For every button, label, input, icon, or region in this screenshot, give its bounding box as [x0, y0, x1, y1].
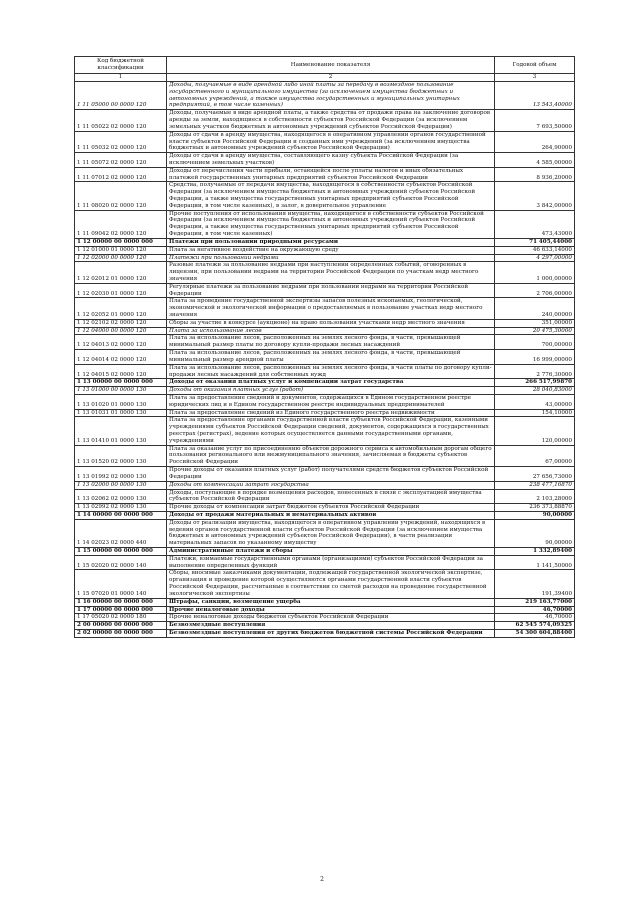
row-name: Плата за оказание услуг по присоединению объектов дорожного сервиса к автомобильным дорогам общего пользования регионального или межмуниципального значения, зачисляемая в бюджеты субъектов Российской Федерации [167, 445, 495, 466]
row-code: 1 14 00000 00 0000 000 [75, 511, 167, 519]
row-amount: 700,00000 [495, 335, 575, 350]
row-amount: 27 656,73000 [495, 467, 575, 482]
row-name: Прочие неналоговые доходы [167, 606, 495, 614]
row-code: 1 12 04015 02 0000 120 [75, 364, 167, 379]
row-name: Прочие неналоговые доходы бюджетов субъектов Российской Федерации [167, 614, 495, 622]
row-amount: 8 936,20000 [495, 167, 575, 182]
table-row [75, 254, 575, 262]
row-code: 1 12 01000 01 0000 120 [75, 246, 167, 254]
row-code: 1 11 05072 02 0000 120 [75, 153, 167, 168]
table-row [75, 481, 575, 489]
row-amount: 351,00000 [495, 319, 575, 327]
table-row [75, 210, 575, 238]
table-row [75, 409, 575, 417]
row-code: 1 13 00000 00 0000 000 [75, 379, 167, 387]
row-code: 2 02 00000 00 0000 000 [75, 629, 167, 637]
table-row [75, 570, 575, 598]
table-row [75, 445, 575, 466]
row-name: Прочие доходы от оказания платных услуг (работ) получателями средств бюджетов субъектов Российской Федерации [167, 467, 495, 482]
table-row [75, 350, 575, 365]
budget-revenue-table [74, 56, 575, 638]
row-amount: 266 517,99870 [495, 379, 575, 387]
row-amount: 46 633,14000 [495, 246, 575, 254]
row-name: Платежи при пользовании недрами [167, 254, 495, 262]
row-name: Платежи, взимаемые государственными органами (организациями) субъектов Российской Федерации за выполнение определенных функций [167, 555, 495, 570]
row-name: Доходы от сдачи в аренду имущества, составляющего казну субъекта Российской Федерации (за исключением земельных участков) [167, 153, 495, 168]
row-name: Прочие доходы от компенсации затрат бюджетов субъектов Российской Федерации [167, 504, 495, 512]
row-name: Доходы от оказания платных услуг и компенсации затрат государства [167, 379, 495, 387]
row-name: Плата за использование лесов, расположенных на землях лесного фонда, в части, превышающей минимальный размер платы по договору купли-продажи лесных насаждений [167, 335, 495, 350]
row-amount: 43,00000 [495, 394, 575, 409]
row-amount: 71 405,44000 [495, 238, 575, 246]
table-row [75, 394, 575, 409]
row-name: Доходы от реализации имущества, находящегося в оперативном управлении учреждений, находящихся в ведении органов государственной власти субъектов Российской Федерации (за исключением имущества бюджетных и автономных учреждений субъектов Российской Федерации), в части реализации материальных запасов по указанному имуществу [167, 519, 495, 547]
page-number: 2 [320, 876, 324, 883]
row-amount: 473,43000 [495, 210, 575, 238]
row-amount: 13 543,40000 [495, 82, 575, 110]
row-code: 1 14 02023 02 0000 440 [75, 519, 167, 547]
row-code: 1 12 02052 01 0000 120 [75, 298, 167, 319]
table-row [75, 364, 575, 379]
row-code: 1 13 01020 01 0000 130 [75, 394, 167, 409]
row-code: 1 11 08020 02 0000 120 [75, 182, 167, 210]
row-amount: 28 040,83000 [495, 387, 575, 395]
row-code: 1 12 04013 02 0000 120 [75, 335, 167, 350]
row-amount: 4 585,00000 [495, 153, 575, 168]
row-amount: 16 999,00000 [495, 350, 575, 365]
row-name: Прочие поступления от использования имущества, находящегося в собственности субъектов Российской Федерации (за исключением имущества бюджетных и автономных учреждений субъектов Российской Федерации, а также имущества государственных унитарных предприятий субъектов Российской Федерации, в том числе казенных) [167, 210, 495, 238]
row-amount: 236 373,88870 [495, 504, 575, 512]
row-amount: 67,00000 [495, 445, 575, 466]
row-amount: 240,00000 [495, 298, 575, 319]
row-code: 1 12 02102 02 0000 120 [75, 319, 167, 327]
row-amount: 46,70000 [495, 614, 575, 622]
row-code: 1 11 05000 00 0000 120 [75, 82, 167, 110]
row-name: Доходы от оказания платных услуг (работ) [167, 387, 495, 395]
row-amount: 3 842,00000 [495, 182, 575, 210]
colnum-2: 2 [167, 74, 495, 82]
row-name: Платежи при пользовании природными ресурсами [167, 238, 495, 246]
table-row [75, 167, 575, 182]
header-name: Наименование показателя [167, 57, 495, 74]
row-name: Доходы от компенсации затрат государства [167, 481, 495, 489]
row-code: 1 12 02000 00 0000 120 [75, 254, 167, 262]
row-code: 2 00 00000 00 0000 000 [75, 622, 167, 630]
row-name: Плата за использование лесов, расположенных на землях лесного фонда, в части, превышающей минимальный размер арендной платы [167, 350, 495, 365]
row-code: 1 15 02020 02 0000 140 [75, 555, 167, 570]
header-code: Код бюджетной классификации [75, 57, 167, 74]
row-amount: 1 332,89400 [495, 548, 575, 556]
row-amount: 191,39400 [495, 570, 575, 598]
header-amount: Годовой объем [495, 57, 575, 74]
row-name: Плата за использование лесов [167, 327, 495, 335]
row-amount: 154,10000 [495, 409, 575, 417]
table-row [75, 238, 575, 246]
table-row [75, 246, 575, 254]
row-amount: 219 163,77000 [495, 598, 575, 606]
table-row [75, 622, 575, 630]
table-row [75, 153, 575, 168]
table-row [75, 555, 575, 570]
row-amount: 2 706,00000 [495, 283, 575, 298]
row-amount: 54 300 604,88400 [495, 629, 575, 637]
row-name: Доходы от перечисления части прибыли, остающейся после уплаты налогов и иных обязательных платежей государственных унитарных предприятий субъектов Российской Федерации [167, 167, 495, 182]
colnum-3: 3 [495, 74, 575, 82]
row-amount: 1 141,50000 [495, 555, 575, 570]
table-row [75, 283, 575, 298]
row-code: 1 13 01410 01 0000 130 [75, 417, 167, 445]
table-row [75, 504, 575, 512]
row-code: 1 12 04000 00 0000 120 [75, 327, 167, 335]
row-name: Доходы от продажи материальных и нематериальных активов [167, 511, 495, 519]
table-row [75, 417, 575, 445]
row-code: 1 13 02000 00 0000 130 [75, 481, 167, 489]
table-header-row [75, 57, 575, 74]
row-amount: 62 545 574,09325 [495, 622, 575, 630]
row-code: 1 11 05032 02 0000 120 [75, 131, 167, 152]
row-name: Доходы, поступающие в порядке возмещения расходов, понесенных в связи с эксплуатацией имущества субъектов Российской Федерации [167, 489, 495, 504]
table-row [75, 182, 575, 210]
row-amount: 2 776,30000 [495, 364, 575, 379]
table-row [75, 131, 575, 152]
row-amount: 120,00000 [495, 417, 575, 445]
table-row [75, 489, 575, 504]
row-amount: 2 103,28000 [495, 489, 575, 504]
row-name: Плата за проведение государственной экспертизы запасов полезных ископаемых, геологической, экономической и экологической информации о предоставляемых в пользование участках недр местного значения [167, 298, 495, 319]
row-name: Средства, получаемые от передачи имущества, находящегося в собственности субъектов Российской Федерации (за исключением имущества бюджетных и автономных учреждений субъектов Российской Федерации, а также имущества государственных унитарных предприятий субъектов Российской Федерации, в том числе казенных), в залог, в доверительное управление [167, 182, 495, 210]
row-code: 1 13 01520 02 0000 130 [75, 445, 167, 466]
row-code: 1 17 05020 02 0000 180 [75, 614, 167, 622]
row-code: 1 12 02030 01 0000 120 [75, 283, 167, 298]
table-row [75, 511, 575, 519]
table-row [75, 82, 575, 110]
table-row [75, 614, 575, 622]
row-code: 1 11 05022 02 0000 120 [75, 110, 167, 131]
row-code: 1 17 00000 00 0000 000 [75, 606, 167, 614]
table-row [75, 519, 575, 547]
row-code: 1 11 07012 02 0000 120 [75, 167, 167, 182]
row-name: Доходы, получаемые в виде арендной либо иной платы за передачу в возмездное пользование государственного и муниципального имущества (за исключением имущества бюджетных и автономных учреждений, а также имущества государственных и муниципальных унитарных предприятий, в том числе казенных) [167, 82, 495, 110]
table-row [75, 629, 575, 637]
row-amount: 7 693,50000 [495, 110, 575, 131]
row-amount: 238 477,16870 [495, 481, 575, 489]
row-amount: 90,00000 [495, 519, 575, 547]
row-code: 1 15 07020 01 0000 140 [75, 570, 167, 598]
row-code: 1 13 02992 02 0000 130 [75, 504, 167, 512]
colnum-1: 1 [75, 74, 167, 82]
table-row [75, 335, 575, 350]
row-amount: 264,90000 [495, 131, 575, 152]
row-name: Доходы, получаемые в виде арендной платы, а также средства от продажи права на заключение договоров аренды за земли, находящиеся в собственности субъектов Российской Федерации (за исключением земельных участков бюджетных и автономных учреждений субъектов Российской Федерации) [167, 110, 495, 131]
table-row [75, 598, 575, 606]
row-code: 1 13 02062 02 0000 130 [75, 489, 167, 504]
table-row [75, 262, 575, 283]
table-row [75, 548, 575, 556]
table-row [75, 606, 575, 614]
row-code: 1 13 01992 02 0000 130 [75, 467, 167, 482]
row-code: 1 13 01031 01 0000 130 [75, 409, 167, 417]
row-name: Административные платежи и сборы [167, 548, 495, 556]
row-code: 1 12 02012 01 0000 120 [75, 262, 167, 283]
row-name: Сборы, вносимые заказчиками документации, подлежащей государственной экологической экспертизе, организация и проведение которой осуществляются органами государственной власти субъектов Российской Федерации, рассчитанные в соответствии со сметой расходов на проведение государственной экологической экспертизы [167, 570, 495, 598]
row-code: 1 15 00000 00 0000 000 [75, 548, 167, 556]
row-name: Плата за предоставление сведений из Единого государственного реестра недвижимости [167, 409, 495, 417]
row-code: 1 13 01000 00 0000 130 [75, 387, 167, 395]
row-name: Доходы от сдачи в аренду имущества, находящегося в оперативном управлении органов государственной власти субъектов Российской Федерации и созданных ими учреждений (за исключением имущества бюджетных и автономных учреждений субъектов Российской Федерации) [167, 131, 495, 152]
row-code: 1 11 09042 02 0000 120 [75, 210, 167, 238]
table-row [75, 110, 575, 131]
row-code: 1 12 00000 00 0000 000 [75, 238, 167, 246]
row-name: Безвозмездные поступления от других бюджетов бюджетной системы Российской Федерации [167, 629, 495, 637]
row-name: Разовые платежи за пользование недрами при наступлении определенных событий, оговоренных в лицензии, при пользовании недрами на территории Российской Федерации по участкам недр местного значения [167, 262, 495, 283]
row-amount: 1 000,00000 [495, 262, 575, 283]
table-row [75, 319, 575, 327]
row-name: Штрафы, санкции, возмещение ущерба [167, 598, 495, 606]
table-row [75, 298, 575, 319]
row-name: Плата за использование лесов, расположенных на землях лесного фонда, в части платы по договору купли-продажи лесных насаждений для собственных нужд [167, 364, 495, 379]
row-amount: 20 475,30000 [495, 327, 575, 335]
row-name: Плата за негативное воздействие на окружающую среду [167, 246, 495, 254]
row-amount: 90,00000 [495, 511, 575, 519]
row-code: 1 16 00000 00 0000 000 [75, 598, 167, 606]
row-name: Безвозмездные поступления [167, 622, 495, 630]
row-code: 1 12 04014 02 0000 120 [75, 350, 167, 365]
table-row [75, 387, 575, 395]
row-amount: 46,70000 [495, 606, 575, 614]
table-row [75, 327, 575, 335]
table-row [75, 379, 575, 387]
table-row [75, 467, 575, 482]
row-amount: 4 297,00000 [495, 254, 575, 262]
row-name: Плата за предоставление сведений и документов, содержащихся в Едином государственном реестре юридических лиц и в Едином государственном реестре индивидуальных предпринимателей [167, 394, 495, 409]
row-name: Плата за предоставление органами государственной власти субъектов Российской Федерации, казенными учреждениями субъектов Российской Федерации сведений, документов, содержащихся в государственных реестрах (регистрах), ведение которых осуществляется данными государственными органами, учреждениями [167, 417, 495, 445]
row-name: Сборы за участие в конкурсе (аукционе) на право пользования участками недр местного значения [167, 319, 495, 327]
column-number-row [75, 74, 575, 82]
row-name: Регулярные платежи за пользование недрами при пользовании недрами на территории Российской Федерации [167, 283, 495, 298]
